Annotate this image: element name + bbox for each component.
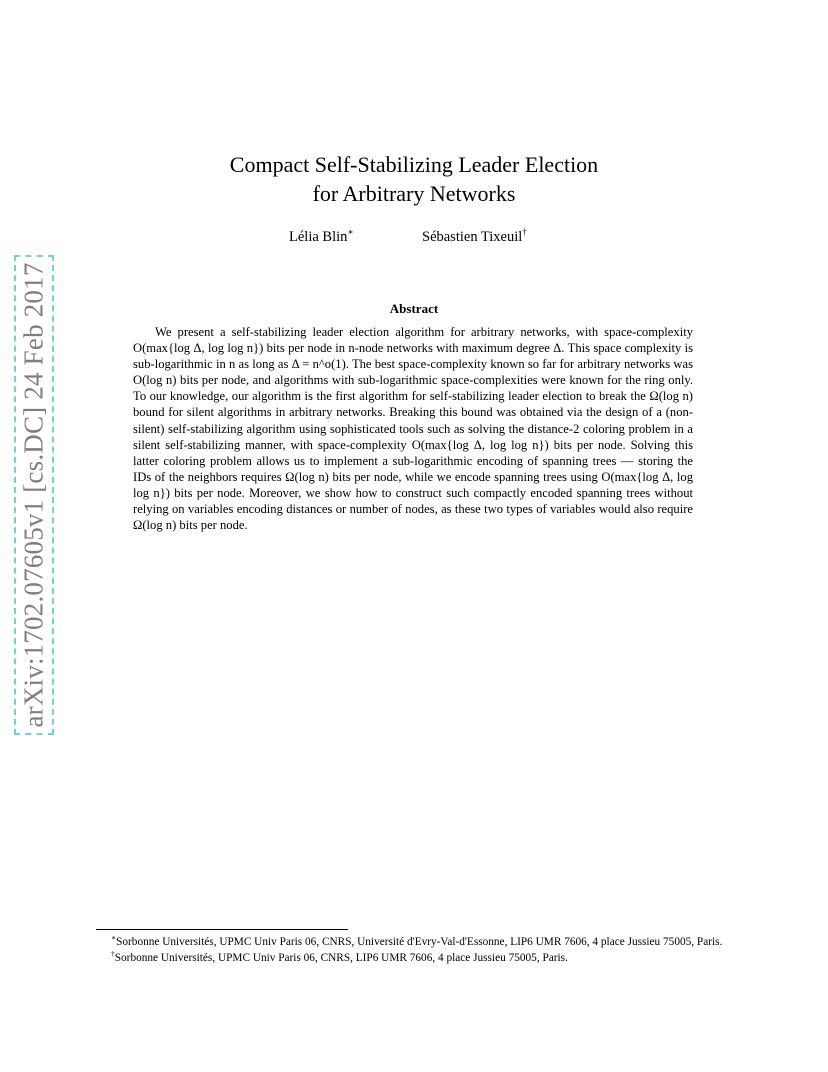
footnote-2-text: Sorbonne Universités, UPMC Univ Paris 06, CNRS, LIP6 UMR 7606, 4 place Jussieu 75005, Paris. [114,951,568,964]
footnotes [96,935,732,965]
footnote-1-mark: ∗ [111,933,117,943]
footnote-1 [96,935,732,950]
footnote-2-mark: † [111,948,115,958]
footnote-2 [96,948,732,966]
footnote-1-text: Sorbonne Universités, UPMC Univ Paris 06, CNRS, Université d'Evry-Val-d'Essonne, LIP6 UMR 7606, 4 place Jussieu 75005, Paris. [116,936,723,948]
title-line-2: for Arbitrary Networks [312,181,516,206]
author-1-footnote-mark: ∗ [347,227,354,238]
author-1-name: Lélia Blin [289,229,348,245]
author-2-footnote-mark: † [522,227,527,238]
author-1 [289,229,354,246]
abstract-heading: Abstract [389,301,439,316]
footnote-rule [96,929,348,930]
title-line-1: Compact Self-Stabilizing Leader Election [229,152,599,177]
abstract-text: We present a self-stabilizing leader election algorithm for arbitrary networks, with space-complexity O(max{log Δ, log log n}) bits per node in n-node networks with maximum degree Δ. This space complexity is sub-logarithmic in n as long as Δ = n^o(1). The best space-complexity known so far for arbitrary networks was O(log n) bits per node, and algorithms with sub-logarithmic space-complexities were known for the ring only. To our knowledge, our algorithm is the first algorithm for self-stabilizing leader election to break the Ω(log n) bound for silent algorithms in arbitrary networks. Breaking this bound was obtained via the design of a (non-silent) self-stabilizing algorithm using sophisticated tools such as solving the distance-2 coloring problem in a silent self-stabilizing manner, with space-complexity O(max{log Δ, log log n}) bits per node. Solving this latter coloring problem allows us to implement a sub-logarithmic encoding of spanning trees — storing the IDs of the neighbors requires Ω(log n) bits per node, while we encode spanning trees using O(max{log Δ, log log n}) bits per node. Moreover, we show how to construct such compactly encoded spanning trees without relying on variables encoding distances or number of nodes, as these two types of variables would also require Ω(log n) bits per node. [133,325,693,533]
paper-title [0,150,828,208]
arxiv-stamp [14,255,54,735]
author-2 [422,229,527,246]
author-2-name: Sébastien Tixeuil [422,229,523,245]
arxiv-identifier: arXiv:1702.07605v1 [cs.DC] 24 Feb 2017 [18,262,49,728]
